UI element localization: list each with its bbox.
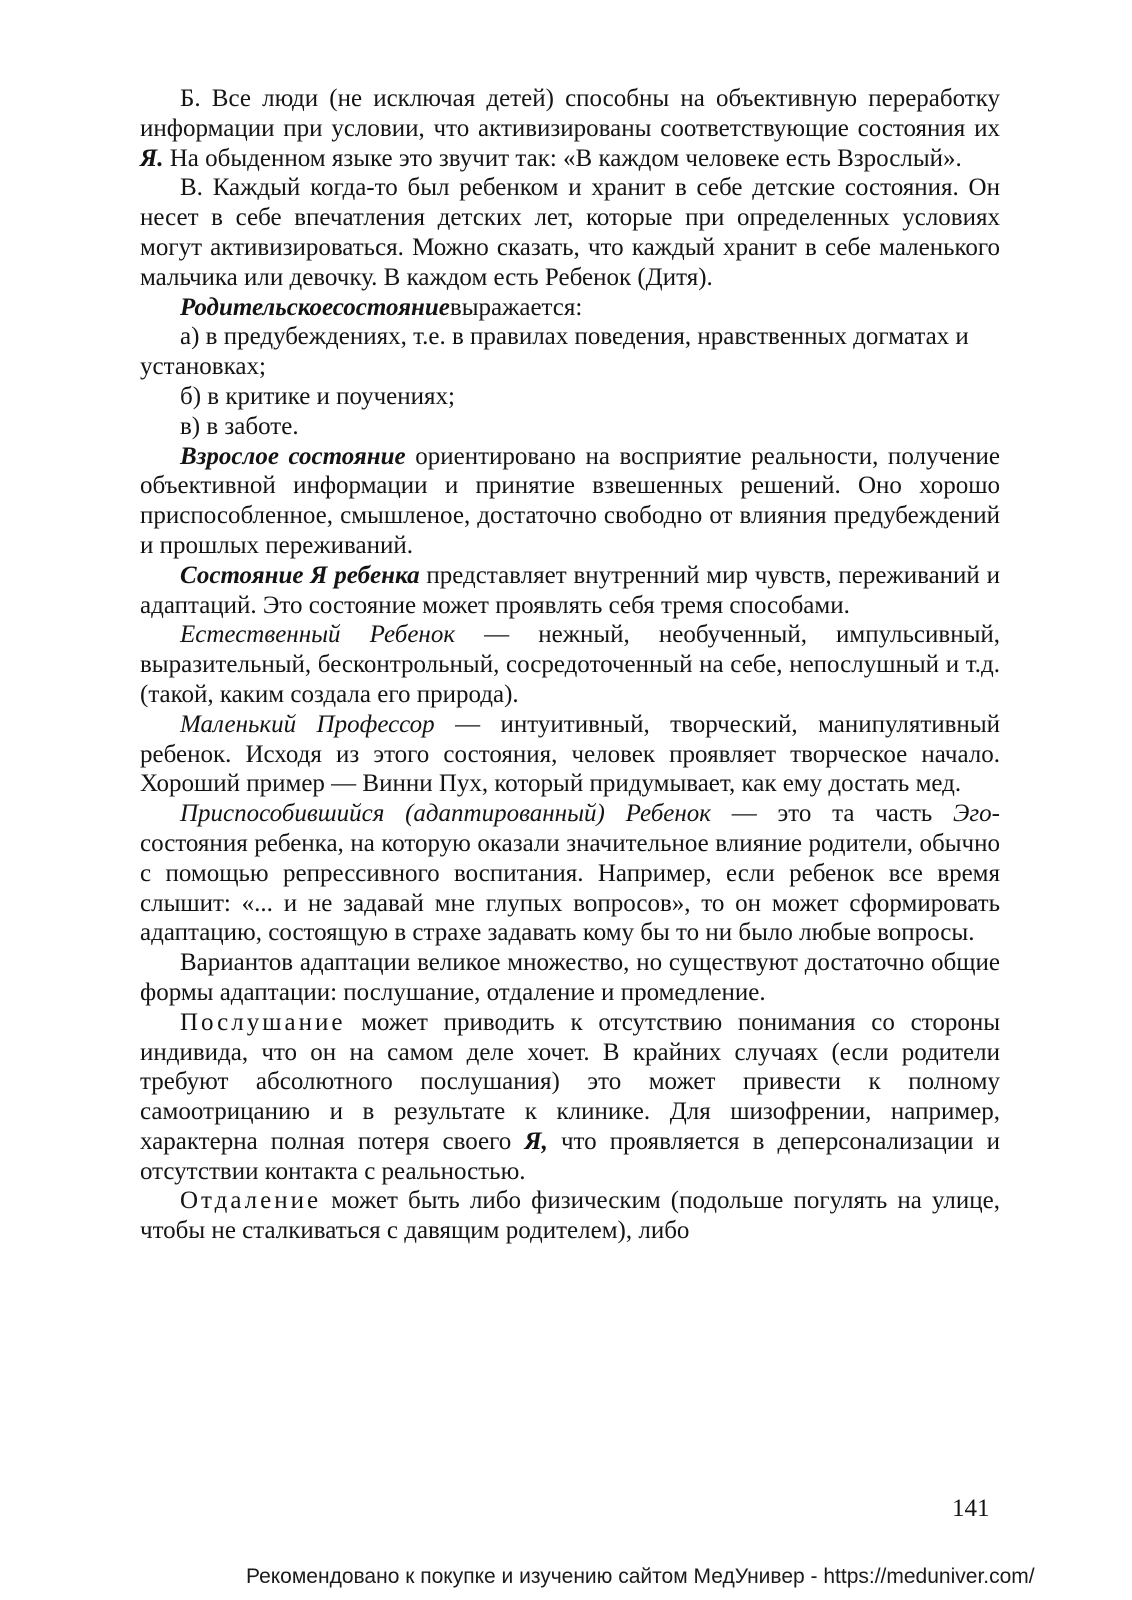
- ya-term: Я.: [140, 144, 164, 172]
- term-ego: Эго: [953, 800, 992, 828]
- paragraph-text: Б. Все люди (не исключая детей) способны на объективную переработку информации при условии, что активизированы соответствующие состояния их: [140, 85, 1000, 142]
- paragraph-v: В. Каждый когда-то был ребенком и хранит в себе детские состояния. Он несет в себе впечатления детских лет, которые при определенных условиях могут активизироваться. Можно сказать, что каждый хранит в себе маленького мальчика или девочку. В каждом есть Ребенок (Дитя).: [140, 174, 1000, 291]
- term-obedience: Послушание: [180, 1008, 346, 1036]
- paragraph-child-state: [140, 561, 1000, 621]
- paragraph-text: На обыденном языке это звучит так: «В каждом человеке есть Взрослый».: [163, 144, 962, 172]
- term-natural-child: Естественный Ребенок: [180, 621, 456, 649]
- paragraph-text: — это та часть: [711, 800, 954, 828]
- term-parent-state: Родительскоесостояние: [180, 293, 450, 321]
- paragraph-text: выражается:: [449, 293, 583, 321]
- paragraph-text: может приводить к отсутствию понимания со стороны индивида, что он на самом деле хочет. В крайних случаях (если родители требуют абсолютного послушания) это может привести к полному самоотрицанию и в результате к клинике. Для шизофрении, например, характерна полная потеря своего: [140, 1008, 1000, 1155]
- paragraph-text: что проявляется в деперсонализации и отсутствии контакта с реальностью.: [140, 1127, 1000, 1185]
- term-child-state: Состояние Я ребенка: [180, 561, 420, 589]
- paragraph-adapted-child: [140, 799, 1000, 948]
- paragraph-text: — нежный, необученный, импульсивный, выразительный, бесконтрольный, сосредоточенный на себе, непослушный и т.д. (такой, каким создала его природа).: [140, 621, 1000, 708]
- paragraph-text: может быть либо физическим (подольше погулять на улице, чтобы не сталкиваться с давящим родителем), либо: [140, 1187, 1000, 1245]
- list-item: а) в предубеждениях, т.е. в правилах поведения, нравственных догматах и установках;: [140, 323, 969, 381]
- paragraph-adaptation-variants: Вариантов адаптации великое множество, но существуют достаточно общие формы адаптации: послушание, отдаление и промедление.: [140, 949, 1000, 1006]
- paragraph-text: представляет внутренний мир чувств, переживаний и адаптаций. Это состояние может проявлять себя тремя способами.: [140, 561, 1000, 619]
- list-item: в) в заботе.: [180, 412, 299, 440]
- paragraph-b: [140, 84, 1000, 173]
- paragraph-text: -состояния ребенка, на которую оказали значительное влияние родители, обычно с помощью репрессивного воспитания. Например, если ребенок все время слышит: «... и не задавай мне глупых вопросов», то он может сформировать адаптацию, состоящую в страхе задавать кому бы то ни было любые вопросы.: [140, 800, 1000, 947]
- paragraph-natural-child: [140, 620, 1000, 709]
- paragraph-text: ориентировано на восприятие реальности, получение объективной информации и принятие взвешенных решений. Оно хорошо приспособленное, смышленое, достаточно свободно от влияния предубеждений и прошлых переживаний.: [140, 442, 1000, 559]
- paragraph-obedience: [140, 1008, 1000, 1187]
- paragraph-adult-state: [140, 442, 1000, 561]
- paragraph-withdrawal: [140, 1186, 1000, 1246]
- list-item: б) в критике и поучениях;: [180, 382, 455, 410]
- page-number: 141: [952, 1495, 990, 1522]
- footer-recommendation: Рекомендовано к покупке и изучению сайтом МедУнивер - https://meduniver.com/: [246, 1565, 1035, 1588]
- paragraph-little-professor: [140, 710, 1000, 799]
- term-adapted-child: Приспособившийся (адаптированный) Ребенок: [180, 800, 711, 828]
- term-withdrawal: Отдаление: [180, 1187, 322, 1215]
- term-little-professor: Маленький Профессор: [180, 710, 435, 738]
- term-adult-state: Взрослое состояние: [180, 442, 406, 470]
- paragraph-text: — интуитивный, творческий, манипулятивный ребенок. Исходя из этого состояния, человек проявляет творческое начало. Хороший пример — Винни Пух, который придумывает, как ему достать мед.: [140, 710, 1000, 798]
- page-body: [140, 84, 1000, 1246]
- paragraph-parent-state: [140, 293, 1000, 323]
- ya-term: Я,: [524, 1127, 548, 1155]
